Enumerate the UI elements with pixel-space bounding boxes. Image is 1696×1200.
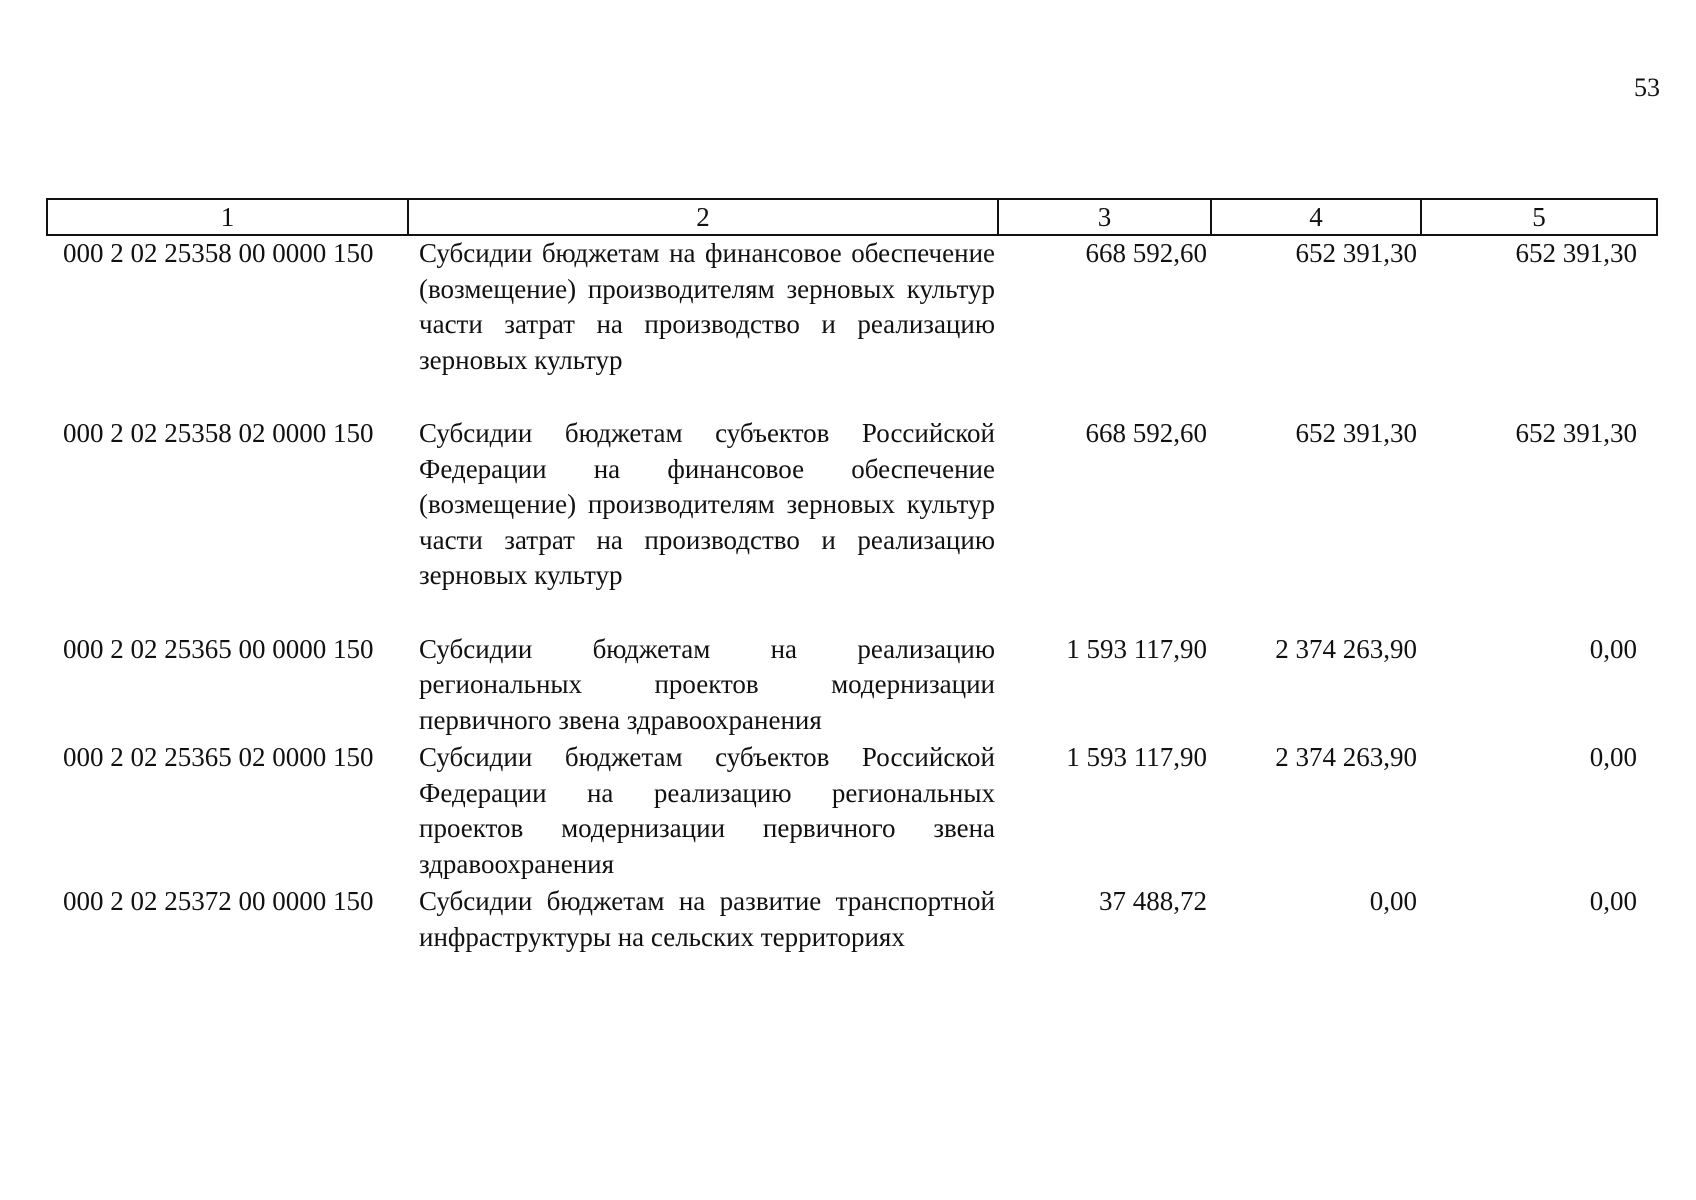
- budget-description: Субсидии бюджетам субъектов Российской Федерации на финансовое обеспечение (возмещение) производителям зерновых культур части затрат на производство и реализацию зерновых культур: [419, 418, 995, 590]
- column-header-4: 4: [1211, 199, 1421, 235]
- amount-col-3: 1 593 117,90: [1066, 742, 1207, 772]
- column-header-5: 5: [1421, 199, 1657, 235]
- budget-description: Субсидии бюджетам на реализацию региональных проектов модернизации первичного звена здравоохранения: [419, 633, 995, 735]
- column-header-1: 1: [47, 199, 408, 235]
- amount-col-3: 1 593 117,90: [1066, 633, 1207, 664]
- amount-col-3: 668 592,60: [1085, 418, 1207, 448]
- table-header: [47, 199, 1657, 235]
- table-row: [47, 632, 1657, 741]
- amount-col-4: 2 374 263,90: [1275, 633, 1417, 664]
- amount-col-4: 652 391,30: [1295, 418, 1417, 448]
- amount-col-3: 37 488,72: [1099, 886, 1207, 916]
- column-header-3: 3: [998, 199, 1211, 235]
- amount-col-4: 652 391,30: [1295, 238, 1417, 268]
- table-row: [47, 740, 1657, 884]
- table-body: [47, 235, 1657, 955]
- budget-code: 000 2 02 25365 00 0000 150: [63, 633, 374, 664]
- table-row: [47, 235, 1657, 416]
- budget-description: Субсидии бюджетам на финансовое обеспечение (возмещение) производителям зерновых культур части затрат на производство и реализацию зерновых культур: [419, 238, 995, 375]
- page-number: 53: [1634, 73, 1660, 102]
- amount-col-5: 0,00: [1589, 742, 1637, 772]
- amount-col-4: 2 374 263,90: [1275, 742, 1417, 772]
- budget-description: Субсидии бюджетам на развитие транспортной инфраструктуры на сельских территориях: [419, 886, 995, 952]
- header-row: [47, 199, 1657, 235]
- amount-col-3: 668 592,60: [1085, 238, 1207, 268]
- amount-col-5: 0,00: [1589, 633, 1637, 664]
- table-row: [47, 884, 1657, 955]
- budget-code: 000 2 02 25358 00 0000 150: [63, 238, 374, 268]
- budget-code: 000 2 02 25372 00 0000 150: [63, 886, 374, 916]
- budget-code: 000 2 02 25365 02 0000 150: [63, 742, 374, 772]
- budget-description: Субсидии бюджетам субъектов Российской Федерации на реализацию региональных проектов модернизации первичного звена здравоохранения: [419, 742, 995, 879]
- amount-col-5: 0,00: [1589, 886, 1637, 916]
- budget-code: 000 2 02 25358 02 0000 150: [63, 418, 374, 448]
- amount-col-4: 0,00: [1369, 886, 1417, 916]
- amount-col-5: 652 391,30: [1515, 238, 1637, 268]
- amount-col-5: 652 391,30: [1515, 418, 1637, 448]
- column-header-2: 2: [408, 199, 998, 235]
- budget-table: [46, 198, 1658, 955]
- table-row: [47, 416, 1657, 632]
